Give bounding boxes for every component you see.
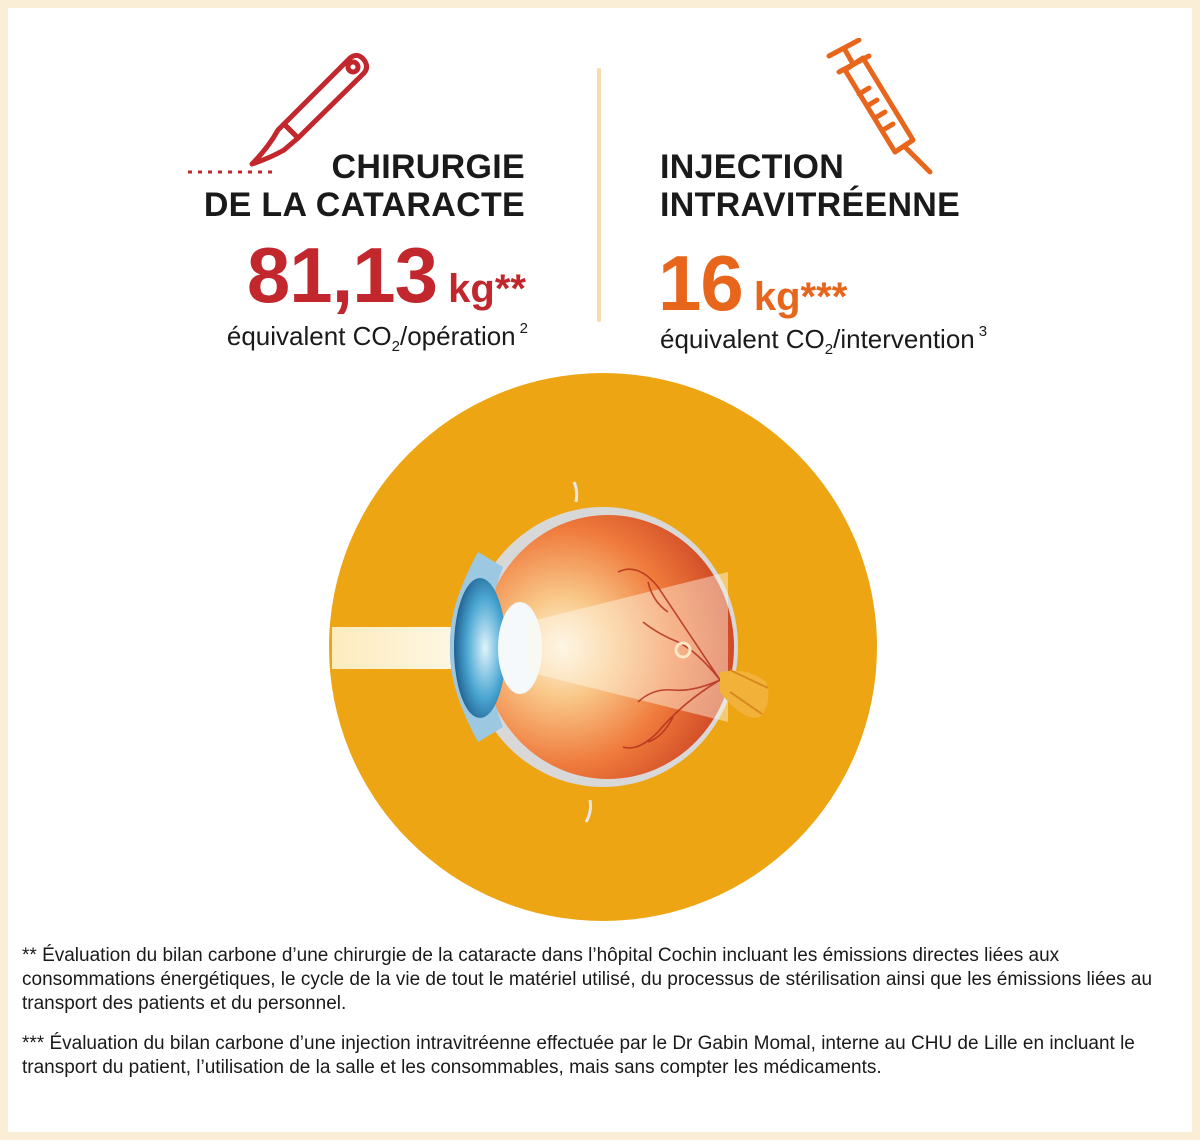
caption-subscript: 2	[391, 338, 400, 355]
caption-text: /opération	[400, 321, 516, 351]
cataract-emission-caption	[227, 320, 528, 355]
caption-text: /intervention	[833, 324, 975, 354]
value-unit: kg**	[437, 267, 526, 311]
footnote-injection: *** Évaluation du bilan carbone d’une injection intravitréenne effectuée par le Dr Gabin Momal, interne au CHU de Lille en incluant le transport du patient, l’utilisation de la salle et les consommables, mais sans compter les médicaments.	[22, 1033, 1135, 1078]
value-number: 81,13	[246, 231, 438, 319]
value-number: 16	[658, 239, 743, 327]
caption-text: équivalent CO	[660, 324, 825, 354]
column-divider	[597, 68, 601, 322]
injection-emission-caption	[660, 323, 987, 358]
title-line: DE LA CATARACTE	[203, 186, 525, 224]
title-line: CHIRURGIE	[331, 148, 525, 186]
intravitreal-injection-title	[660, 148, 960, 224]
cataract-emission-value	[246, 231, 526, 319]
title-line: INJECTION	[660, 148, 845, 186]
injection-emission-value	[658, 239, 848, 327]
reference-number: 3	[978, 323, 988, 340]
eye-anatomy-icon	[328, 372, 878, 922]
title-line: INTRAVITRÉENNE	[660, 186, 961, 224]
reference-number: 2	[519, 320, 528, 337]
caption-subscript: 2	[824, 341, 834, 358]
cataract-surgery-title	[204, 148, 525, 224]
caption-text: équivalent CO	[226, 321, 392, 351]
footnote-cataract: ** Évaluation du bilan carbone d’une chirurgie de la cataracte dans l’hôpital Cochin incluant les émissions directes liées aux consommations énergétiques, le cycle de la vie de tout le matériel utilisé, du processus de stérilisation ainsi que les émissions liées au transport des patients et du personnel.	[22, 945, 1153, 1014]
value-unit: kg***	[742, 275, 848, 319]
